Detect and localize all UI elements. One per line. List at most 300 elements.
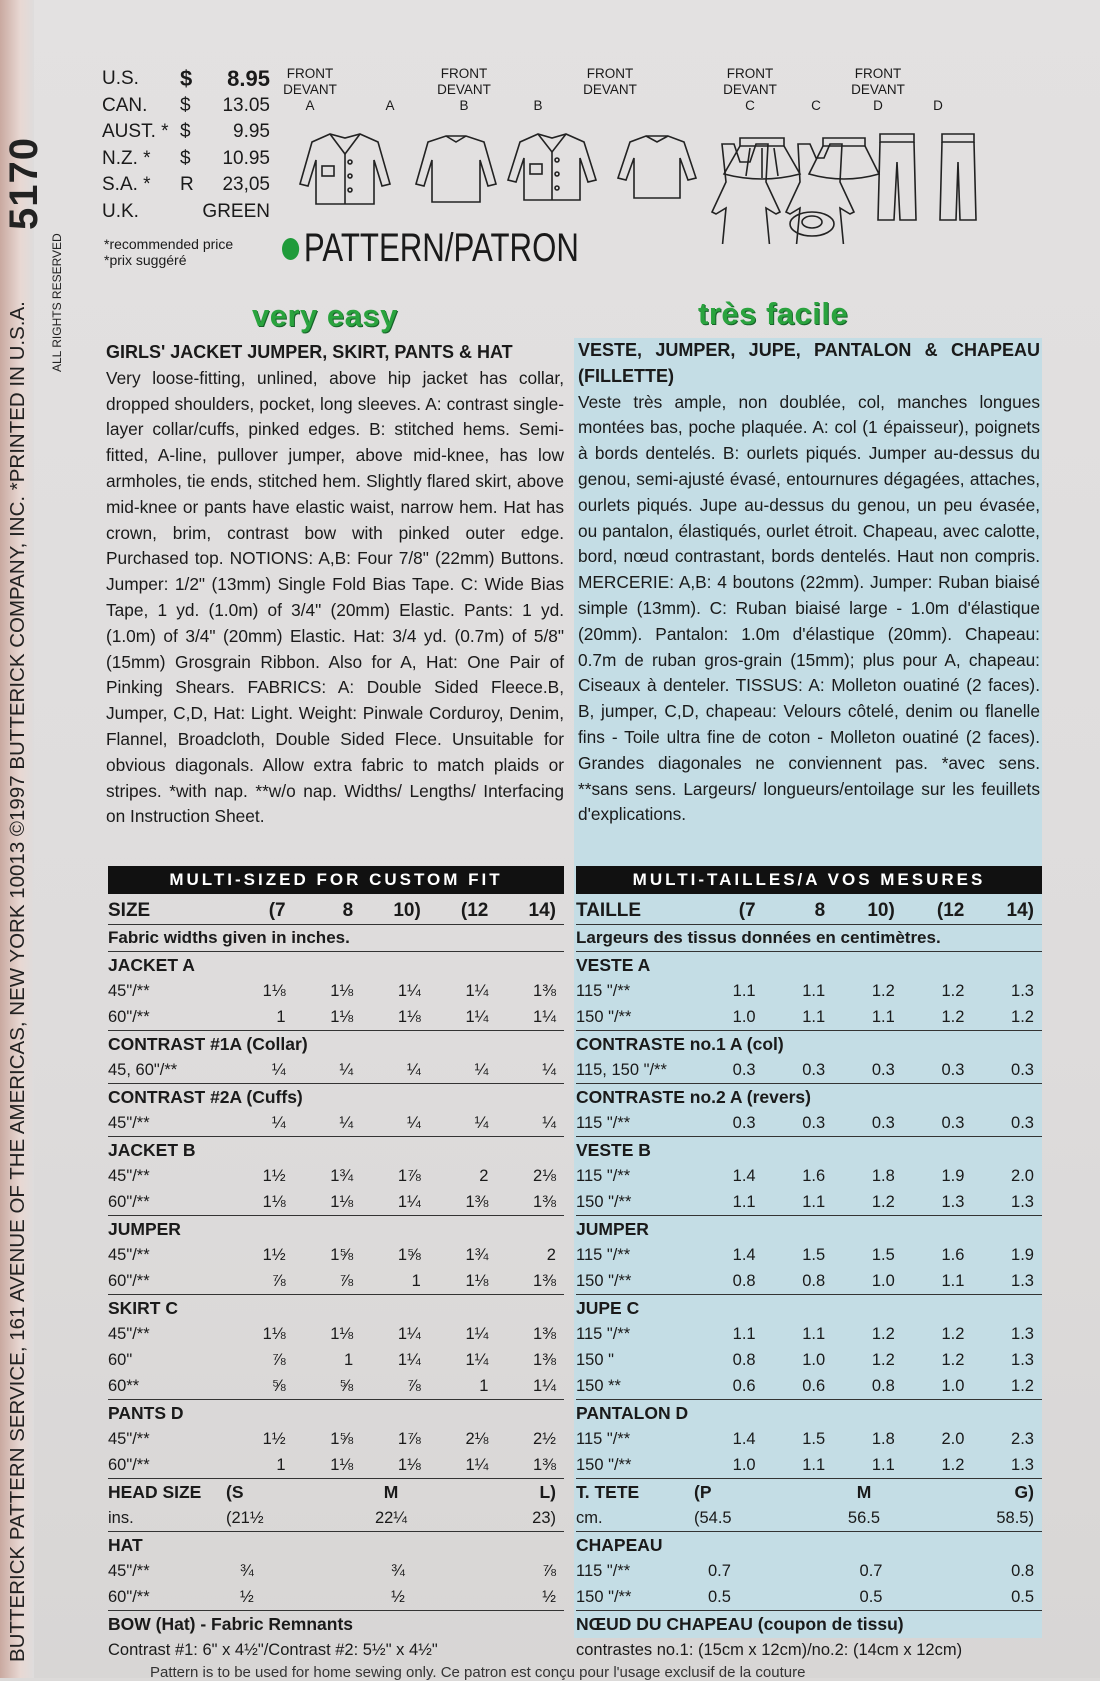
- table-row: [108, 1558, 564, 1584]
- section-title-text: VESTE A: [576, 955, 651, 975]
- table-header-cell: 8: [342, 900, 354, 921]
- table-cell: 1.2: [941, 1351, 965, 1369]
- view-letter: B: [533, 98, 543, 113]
- table-cell: 1⅛: [330, 1008, 354, 1026]
- table-cell: 1¼: [397, 1325, 421, 1343]
- bow-title-row: [576, 1611, 1042, 1637]
- table-cell: 150 ": [576, 1351, 614, 1369]
- table-cell: 0.6: [802, 1377, 826, 1395]
- view-label: [270, 66, 350, 114]
- view-devant: DEVANT: [583, 82, 637, 97]
- head-size-unit: ins.: [108, 1509, 134, 1527]
- table-cell: ⅞: [407, 1377, 421, 1395]
- table-cell: 1.4: [732, 1430, 756, 1448]
- table-cell: 150 "/**: [576, 1272, 632, 1290]
- table-cell: 1.3: [1011, 1325, 1034, 1343]
- tres-facile-label: très facile: [698, 296, 849, 331]
- table-note: [108, 925, 564, 952]
- table-cell: 1⅜: [533, 1456, 556, 1474]
- pattern-number: 5170: [2, 137, 46, 230]
- table-section-title: [576, 1137, 1042, 1163]
- table-cell: 150 "/**: [576, 1193, 632, 1211]
- table-cell: 1¼: [397, 1193, 421, 1211]
- table-cell: 1½: [262, 1430, 286, 1448]
- table-cell: 115 "/**: [576, 1246, 631, 1264]
- head-size-values-row: [108, 1505, 564, 1532]
- table-cell: 45"/**: [108, 1430, 150, 1448]
- table-row: [576, 1426, 1042, 1452]
- jacket-b-front-icon: [508, 134, 596, 200]
- table-cell: 1.2: [871, 1325, 895, 1343]
- table-cell: 1⅛: [465, 1272, 489, 1290]
- table-cell: 1⅛: [330, 1456, 354, 1474]
- table-cell: 1⅞: [397, 1430, 421, 1448]
- english-body: Very loose-fitting, unlined, above hip jacket has collar, dropped shoulders, pocket, long sleeves. A: contrast single-layer collar/cuffs, pinked edges. B: stitched hems. Semi-fitted, A-line, pullover jumper, above mid-knee, has low armholes, tie ends, stitched hem. Slightly flared skirt, above mid-knee or pants have elastic waist, narrow hem. Hat has crown, brim, contrast bow with pinked outer edge. Purchased top. NOTIONS: A,B: Four 7/8" (22mm) Buttons. Jumper: 1/2" (13mm) Single Fold Bias Tape. C: Wide Bias Tape, 1 yd. (1.0m) of 3/4" (20mm) Elastic. Pants: 1 yd. (1.0m) of 3/4" (20mm) Elastic. Hat: 3/4 yd. (0.7m) of 5/8" (15mm) Grosgrain Ribbon. Also for A, Hat: One Pair of Pinking Shears. FABRICS: A: Double Sided Fleece.B, Jumper, C,D, Hat: Light. Weight: Pinwale Corduroy, Denim, Flannel, Broadcloth, Double Sided Flece. Unsuitable for obvious diagonals. Allow extra fabric to match plaids or stripes. *with nap. **w/o nap. Widths/ Lengths/ Interfacing on Instruction Sheet.: [106, 367, 564, 827]
- table-cell: 0.3: [802, 1114, 826, 1132]
- table-cell: 1⅛: [330, 1325, 354, 1343]
- table-cell: 150 "/**: [576, 1008, 632, 1026]
- view-label: [570, 66, 650, 114]
- view-front: FRONT: [854, 66, 902, 81]
- table-row: [108, 1163, 564, 1189]
- table-cell: 1¼: [533, 1008, 556, 1026]
- price-value: 10.95: [222, 147, 270, 169]
- jacket-a-front-icon: [300, 134, 390, 204]
- table-cell: 45"/**: [108, 1325, 150, 1343]
- bow-text-row: [108, 1637, 564, 1663]
- table-cell: 1⅞: [397, 1167, 421, 1185]
- view-letter: D: [873, 98, 883, 113]
- table-cell: ¼: [407, 1114, 421, 1132]
- table-row: [108, 1426, 564, 1452]
- table-cell: 1⅛: [397, 1008, 421, 1026]
- table-cell: 115 "/**: [576, 1114, 631, 1132]
- table-header-row: [108, 898, 564, 925]
- footer-note: Pattern is to be used for home sewing only. Ce patron est conçu pour l'usage exclusif de la couture: [150, 1664, 806, 1681]
- table-cell: 1.1: [732, 1325, 756, 1343]
- table-cell: 1.0: [732, 1008, 756, 1026]
- section-title-text: CONTRAST #1A (Collar): [108, 1034, 308, 1054]
- pants-d-front-icon: [878, 134, 916, 220]
- table-cell: ¼: [339, 1061, 354, 1079]
- table-cell: 2.0: [1011, 1167, 1034, 1185]
- price-value: 13.05: [222, 94, 270, 116]
- section-title-text: VESTE B: [576, 1140, 651, 1160]
- rights-reserved: ALL RIGHTS RESERVED: [50, 233, 64, 372]
- price-value: 8.95: [227, 66, 270, 91]
- table-cell: 1.3: [1011, 1351, 1034, 1369]
- table-cell: 1.2: [1011, 1377, 1034, 1395]
- table-note: [576, 925, 1042, 952]
- table-note-text: Largeurs des tissus données en centimètres.: [576, 928, 941, 947]
- view-label: [350, 98, 430, 114]
- head-size-v2: 22¼: [374, 1509, 408, 1527]
- table-cell: 1.3: [1011, 1193, 1034, 1211]
- view-devant: DEVANT: [283, 82, 337, 97]
- table-header-cell: 14): [528, 900, 556, 921]
- table-banner: MULTI-TAILLES/A VOS MESURES: [576, 866, 1042, 894]
- table-row: [108, 1373, 564, 1400]
- head-size-label: HEAD SIZE: [108, 1482, 202, 1502]
- table-cell: 0.3: [941, 1114, 965, 1132]
- table-banner: MULTI-SIZED FOR CUSTOM FIT: [108, 866, 564, 894]
- table-cell: 60"/**: [108, 1456, 150, 1474]
- section-title-text: SKIRT C: [108, 1298, 178, 1318]
- head-size-l: L): [539, 1482, 556, 1502]
- table-cell: 0.8: [871, 1377, 895, 1395]
- hat-title-row: [576, 1532, 1042, 1558]
- table-row: [576, 1189, 1042, 1216]
- table-cell: 1.5: [802, 1246, 826, 1264]
- price-row: [102, 146, 270, 173]
- table-cell: 0.7: [859, 1562, 883, 1580]
- view-devant: DEVANT: [851, 82, 905, 97]
- pants-d-back-icon: [940, 134, 976, 220]
- table-cell: ⅞: [271, 1272, 286, 1290]
- table-row: [576, 1321, 1042, 1347]
- table-cell: 60"/**: [108, 1588, 150, 1606]
- table-cell: 1.1: [802, 982, 826, 1000]
- table-section-title: [108, 1295, 564, 1321]
- table-cell: ¼: [339, 1114, 354, 1132]
- table-cell: 2: [479, 1167, 489, 1185]
- table-cell: ¾: [240, 1562, 254, 1580]
- view-letter: B: [459, 98, 469, 113]
- bow-text-row: [576, 1637, 1042, 1663]
- view-letter: [570, 98, 650, 114]
- table-cell: 1.0: [941, 1377, 965, 1395]
- garment-illustrations: [290, 124, 1020, 244]
- table-cell: 1.6: [941, 1246, 965, 1264]
- bow-text: Contrast #1: 6" x 4½"/Contrast #2: 5½" x 4½": [108, 1641, 438, 1659]
- table-cell: ¼: [474, 1114, 489, 1132]
- table-cell: 115 "/**: [576, 1430, 631, 1448]
- table-cell: ¼: [271, 1061, 286, 1079]
- head-size-l: G): [1014, 1482, 1034, 1502]
- table-cell: 150 "/**: [576, 1588, 632, 1606]
- table-cell: 0.6: [732, 1377, 756, 1395]
- table-row: [108, 1452, 564, 1479]
- table-row: [576, 1004, 1042, 1031]
- table-cell: 1⅛: [330, 1193, 354, 1211]
- price-currency: $: [180, 147, 191, 169]
- table-cell: 1¼: [465, 1456, 489, 1474]
- view-label: [898, 98, 978, 114]
- table-cell: 115 "/**: [576, 1325, 631, 1343]
- table-cell: 1⅛: [397, 1456, 421, 1474]
- head-size-v2: 56.5: [847, 1509, 881, 1527]
- table-cell: 1.1: [871, 1008, 895, 1026]
- table-row: [108, 1584, 564, 1611]
- table-header-cell: TAILLE: [576, 900, 642, 921]
- table-cell: 1¾: [330, 1167, 354, 1185]
- table-cell: 115, 150 "/**: [576, 1061, 667, 1079]
- table-cell: 1.2: [941, 1008, 965, 1026]
- view-front: FRONT: [726, 66, 774, 81]
- price-country: N.Z. *: [102, 147, 151, 169]
- table-cell: 1⅛: [262, 1325, 286, 1343]
- table-cell: 45"/**: [108, 982, 150, 1000]
- table-cell: ¼: [474, 1061, 489, 1079]
- pattern-label-text: PATTERN/PATRON: [303, 226, 579, 270]
- table-row: [108, 1110, 564, 1137]
- table-cell: 2⅛: [465, 1430, 489, 1448]
- table-cell: 2: [546, 1246, 556, 1264]
- french-body: Veste très ample, non doublée, col, manches longues montées bas, poche plaquée. A: col (1 épaisseur), poignets à bords dentelés. B: ourlets piqués. Jumper au-dessus du genou, semi-ajusté évasé, entournures dégagées, attaches, ourlets piqués. Jupe au-dessus du genou, un peu évasée, ou pantalon, élastiqués, ourlet étroit. Chapeau, avec calotte, bord, nœud contrastant, bords dentelés. Haut non compris. MERCERIE: A,B: 4 boutons (22mm). Jumper: Ruban biaisé simple (13mm). C: Ruban biaisé large - 1.0m d'élastique (20mm). Pantalon: 1.0m d'élastique (20mm). Chapeau: 0.7m de ruban gros-grain (15mm); plus pour A, chapeau: Ciseaux à denteler. TISSUS: A: Molleton ouatiné (2 faces). B, jumper, C,D, chapeau: Velours côtelé, denim ou flanelle fins - Toile ultra fine de coton - Molleton ouatiné (2 faces). Grandes diagonales ne conviennent pas. *avec sens. **sans sens. Largeurs/ longueurs/entoilage sur les feuillets d'explications.: [578, 391, 1040, 825]
- table-cell: ½: [240, 1588, 254, 1606]
- table-cell: 1.5: [802, 1430, 826, 1448]
- table-header-cell: (7: [738, 900, 756, 921]
- table-cell: 1⅝: [330, 1430, 354, 1448]
- table-header-cell: (12: [936, 900, 965, 921]
- table-header-cell: 10): [867, 900, 895, 921]
- view-devant: DEVANT: [723, 82, 777, 97]
- table-cell: 1.2: [871, 1193, 895, 1211]
- recommended-en: *recommended price: [104, 236, 234, 252]
- bow-title: NŒUD DU CHAPEAU (coupon de tissu): [576, 1614, 904, 1634]
- table-cell: 1½: [262, 1246, 286, 1264]
- table-cell: 0.8: [802, 1272, 826, 1290]
- table-section-title: [108, 1216, 564, 1242]
- table-row: [108, 1347, 564, 1373]
- price-value: GREEN: [202, 200, 270, 222]
- table-cell: 115 "/**: [576, 982, 631, 1000]
- view-front: FRONT: [286, 66, 334, 81]
- table-section-title: [576, 1295, 1042, 1321]
- table-cell: 45"/**: [108, 1562, 150, 1580]
- table-cell: 1¼: [533, 1377, 556, 1395]
- bow-title: BOW (Hat) - Fabric Remnants: [108, 1614, 354, 1634]
- table-cell: 1.5: [871, 1246, 895, 1264]
- table-cell: ⅞: [542, 1562, 556, 1580]
- table-cell: ½: [542, 1588, 556, 1606]
- table-cell: 1¼: [465, 1008, 489, 1026]
- table-cell: 1⅝: [330, 1246, 354, 1264]
- section-title-text: JACKET A: [108, 955, 195, 975]
- recommended-fr: *prix suggéré: [104, 252, 187, 268]
- table-cell: 1¼: [465, 1325, 489, 1343]
- publisher-line: BUTTERICK PATTERN SERVICE, 161 AVENUE OF THE AMERICAS, NEW YORK 10013 ©1997 BUTTERICK COMPANY, INC. *PRINTED IN U.S.A.: [6, 301, 29, 1662]
- table-cell: ¼: [271, 1114, 286, 1132]
- table-row: [576, 1057, 1042, 1084]
- table-cell: ¼: [542, 1061, 556, 1079]
- table-cell: 1¼: [465, 982, 489, 1000]
- table-cell: 0.5: [708, 1588, 731, 1606]
- table-cell: 0.3: [871, 1114, 895, 1132]
- table-cell: 0.7: [708, 1562, 731, 1580]
- table-cell: 150 **: [576, 1377, 621, 1395]
- table-cell: 1⅜: [533, 982, 556, 1000]
- table-cell: 1.1: [941, 1272, 965, 1290]
- table-section-title: [108, 1084, 564, 1110]
- table-cell: 1⅜: [465, 1193, 489, 1211]
- table-cell: 1.1: [732, 982, 756, 1000]
- head-size-unit: cm.: [576, 1509, 603, 1527]
- table-section-title: [108, 952, 564, 978]
- table-cell: ⅝: [271, 1377, 286, 1395]
- jumper-back-icon: [786, 144, 854, 244]
- price-row: [102, 199, 270, 226]
- table-row: [108, 978, 564, 1004]
- table-header-row: [576, 898, 1042, 925]
- hat-title-row: [108, 1532, 564, 1558]
- table-cell: ¼: [407, 1061, 421, 1079]
- table-cell: 1.1: [802, 1456, 826, 1474]
- price-currency: R: [180, 174, 194, 195]
- table-cell: 1.6: [802, 1167, 826, 1185]
- table-cell: 1¼: [397, 1351, 421, 1369]
- table-cell: 0.8: [732, 1351, 756, 1369]
- view-label: [424, 66, 504, 114]
- table-row: [576, 1373, 1042, 1400]
- table-cell: 0.5: [859, 1588, 883, 1606]
- table-cell: 0.3: [871, 1061, 895, 1079]
- table-cell: 0.3: [802, 1061, 826, 1079]
- table-cell: 60"/**: [108, 1272, 150, 1290]
- table-cell: 1⅛: [330, 982, 354, 1000]
- table-cell: 1.1: [802, 1325, 826, 1343]
- table-cell: 1.1: [802, 1193, 826, 1211]
- section-title-text: CONTRAST #2A (Cuffs): [108, 1087, 303, 1107]
- table-cell: ⅞: [339, 1272, 354, 1290]
- table-cell: 1½: [262, 1167, 286, 1185]
- view-front: FRONT: [440, 66, 488, 81]
- table-header-cell: (7: [268, 900, 286, 921]
- table-cell: 1.1: [802, 1008, 826, 1026]
- table-cell: 1.9: [941, 1167, 965, 1185]
- table-cell: 1⅜: [533, 1325, 556, 1343]
- table-cell: 1: [344, 1351, 354, 1369]
- jacket-a-back-icon: [416, 136, 496, 202]
- table-section-title: [576, 1084, 1042, 1110]
- table-row: [576, 1452, 1042, 1479]
- table-cell: 60": [108, 1351, 133, 1369]
- table-cell: 1⅜: [533, 1351, 556, 1369]
- table-row: [108, 1242, 564, 1268]
- hat-title: CHAPEAU: [576, 1535, 663, 1555]
- price-currency: $: [180, 66, 193, 91]
- head-size-v1: (54.5: [694, 1509, 732, 1527]
- table-cell: 1⅛: [262, 1193, 286, 1211]
- table-cell: 1.2: [941, 1325, 965, 1343]
- table-cell: 1.2: [1011, 1008, 1034, 1026]
- table-section-title: [108, 1137, 564, 1163]
- head-size-v3: 23): [532, 1509, 556, 1527]
- price-country: S.A. *: [102, 174, 151, 195]
- table-cell: 1.2: [871, 1351, 895, 1369]
- table-cell: 1¼: [397, 982, 421, 1000]
- table-cell: 1⅜: [533, 1193, 556, 1211]
- table-cell: 1.0: [732, 1456, 756, 1474]
- head-size-row: [576, 1479, 1042, 1505]
- table-cell: 1.3: [941, 1193, 965, 1211]
- table-row: [576, 1347, 1042, 1373]
- table-cell: 0.3: [1011, 1061, 1034, 1079]
- table-row: [576, 1163, 1042, 1189]
- price-country: U.K.: [102, 200, 139, 222]
- table-cell: ⅝: [339, 1377, 354, 1395]
- table-cell: 1⅝: [397, 1246, 421, 1264]
- table-section-title: [108, 1400, 564, 1426]
- table-cell: 45, 60"/**: [108, 1061, 178, 1079]
- head-size-m: M: [383, 1482, 399, 1502]
- table-cell: 45"/**: [108, 1246, 150, 1264]
- table-cell: 2.3: [1011, 1430, 1034, 1448]
- table-cell: ⅞: [271, 1351, 286, 1369]
- table-cell: 0.3: [1011, 1114, 1034, 1132]
- table-note-text: Fabric widths given in inches.: [108, 928, 350, 947]
- table-row: [108, 1057, 564, 1084]
- yardage-table-french: [576, 866, 1042, 1663]
- table-cell: 0.3: [941, 1061, 965, 1079]
- price-currency: $: [180, 121, 191, 142]
- table-cell: 0.3: [732, 1114, 756, 1132]
- table-cell: 0.5: [1011, 1588, 1035, 1606]
- table-row: [576, 1268, 1042, 1295]
- view-letter: A: [385, 98, 395, 113]
- view-letter: C: [745, 98, 755, 113]
- head-size-s: (S: [226, 1482, 244, 1502]
- table-row: [108, 1268, 564, 1295]
- head-size-v1: (21½: [226, 1509, 264, 1527]
- table-row: [576, 1110, 1042, 1137]
- section-title-text: JACKET B: [108, 1140, 196, 1160]
- section-title-text: CONTRASTE no.2 A (revers): [576, 1087, 811, 1107]
- table-cell: 1.1: [732, 1193, 756, 1211]
- table-cell: 0.8: [732, 1272, 756, 1290]
- table-cell: 45"/**: [108, 1114, 150, 1132]
- table-cell: 45"/**: [108, 1167, 150, 1185]
- price-list: [102, 66, 270, 225]
- table-cell: 1.1: [871, 1456, 895, 1474]
- price-country: CAN.: [102, 94, 148, 116]
- section-title-text: JUMPER: [108, 1219, 181, 1239]
- table-cell: 1.3: [1011, 1272, 1034, 1290]
- table-cell: 1⅜: [533, 1272, 556, 1290]
- table-cell: 0.8: [1011, 1562, 1035, 1580]
- view-front: FRONT: [586, 66, 634, 81]
- hat-icon: [790, 212, 834, 236]
- head-size-v3: 58.5): [996, 1509, 1034, 1527]
- french-heading: VESTE, JUMPER, JUPE, PANTALON & CHAPEAU (FILLETTE): [578, 340, 1040, 386]
- table-cell: ¾: [391, 1562, 405, 1580]
- table-cell: 0.3: [732, 1061, 756, 1079]
- table-cell: 1.3: [1011, 982, 1034, 1000]
- section-title-text: PANTALON D: [576, 1403, 689, 1423]
- recommended-price-note: [104, 236, 233, 268]
- table-section-title: [576, 952, 1042, 978]
- price-row: [102, 119, 270, 146]
- section-title-text: JUPE C: [576, 1298, 640, 1318]
- table-cell: 2½: [533, 1430, 556, 1448]
- price-country: U.S.: [102, 68, 139, 89]
- price-row: [102, 93, 270, 120]
- jumper-front-icon: [712, 144, 780, 244]
- yardage-table-english: [108, 866, 564, 1663]
- table-cell: 1¼: [465, 1351, 489, 1369]
- table-section-title: [576, 1400, 1042, 1426]
- table-cell: 60**: [108, 1377, 140, 1395]
- bow-text: contrastes no.1: (15cm x 12cm)/no.2: (14cm x 12cm): [576, 1641, 963, 1659]
- head-size-s: (P: [694, 1482, 712, 1502]
- price-currency: [180, 199, 200, 226]
- view-letter: C: [811, 98, 821, 113]
- table-cell: 1: [276, 1456, 286, 1474]
- table-cell: 115 "/**: [576, 1167, 631, 1185]
- table-cell: 115 "/**: [576, 1562, 631, 1580]
- price-country: AUST. *: [102, 121, 169, 142]
- table-cell: 60"/**: [108, 1193, 150, 1211]
